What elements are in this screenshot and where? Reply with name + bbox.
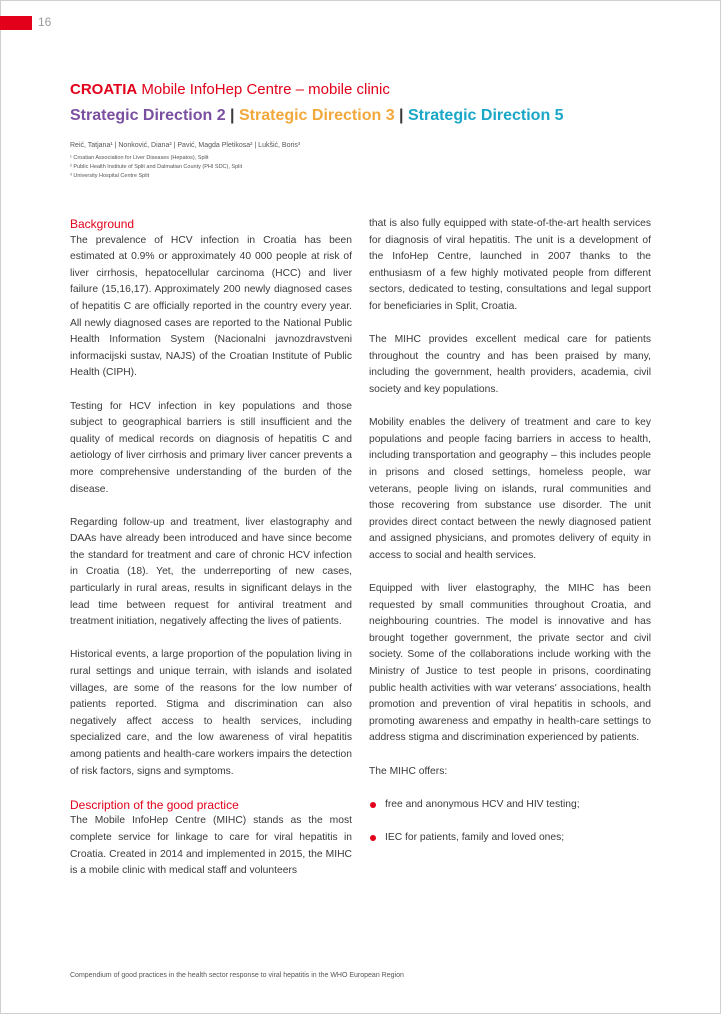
background-paragraph: Testing for HCV infection in key populations and those subject to geographical barriers is still insufficient and the quality of medical records on diagnosis of hepatitis C and aetiology of liver cirrhosis and primary liver cancer prevents a more comprehensive understanding of the burden of the disease. [70, 400, 352, 495]
right-column [369, 216, 651, 863]
strategic-direction-3: Strategic Direction 3 [238, 107, 395, 124]
left-column [70, 216, 352, 896]
affiliation: ² Public Health Institute of Split and Dalmatian County (PHI SDC), Split [70, 164, 243, 170]
authors: Reić, Tatjana¹ | Nonković, Diana² | Pavić, Magda Pletikosa² | Lukšić, Boris³ [70, 142, 301, 149]
page-number: 16 [38, 15, 52, 29]
page-marker-tab [0, 16, 32, 30]
title-country: CROATIA [70, 81, 138, 98]
background-paragraph: The prevalence of HCV infection in Croatia has been estimated at 0.9% or approximately 40 000 people at risk of liver cirrhosis, hepatocellular carcinoma (HCC) and liver failure (15,16,17). Approximately 200 newly diagnosed cases of hepatitis C are officially reported in the country every year. All newly diagnosed cases are reported to the National Public Health Information System (Nacionalni javnozdravstveni informacijski sustav, NAJS) of the Croatian Institute of Public Health (CIPH). [70, 234, 352, 379]
background-paragraph: Regarding follow-up and treatment, liver elastography and DAAs have already been introduced and have since become the standard for treatment and care of chronic HCV infection in Croatia (18). Yet, the underreporting of new cases, particularly in rural areas, results in significant delays in the lead time between request for antiviral treatment and treatment initiation, negatively affecting the lives of patients. [70, 516, 352, 628]
background-paragraph: Historical events, a large proportion of the population living in rural settings and unique terrain, with islands and isolated villages, are some of the reasons for the low number of patients reported. Stigma and discrimination can also negatively affect access to health services, including specialized care, and the low awareness of viral hepatitis among patients and health-care workers impairs the detection of risk factors, signs and symptoms. [70, 649, 352, 777]
list-item [369, 830, 651, 847]
practice-paragraph: The Mobile InfoHep Centre (MIHC) stands as the most complete service for linkage to care for viral hepatitis in Croatia. Created in 2014 and implemented in 2015, the MIHC is a mobile clinic with medical staff and volunteers [70, 815, 352, 877]
body-paragraph: that is also fully equipped with state-of-the-art health services for diagnosis of viral hepatitis. The unit is a development of the InfoHep Centre, launched in 2007 thanks to the enthusiasm of a few highly motivated people from different sectors, dedicated to testing, consultations and legal support for beneficiaries in Split, Croatia. [369, 218, 651, 312]
body-paragraph: Equipped with liver elastography, the MIHC has been requested by small communities throughout Croatia, and neighbouring countries. The model is innovative and has brought together government, the private sector and civil society. Some of the collaborations include working with the Ministry of Justice to test people in prisons, coordinating public health activities with war veterans' associations, health promotion and prevention of viral hepatitis in schools, and promoting awareness and empathy in health-care settings to address stigma and discrimination experienced by patients. [369, 583, 651, 744]
list-item-text: free and anonymous HCV and HIV testing; [385, 798, 580, 810]
footer-text: Compendium of good practices in the health sector response to viral hepatitis in the WHO European Region [70, 972, 404, 979]
practice-heading: Description of the good practice [70, 797, 239, 812]
direction-separator: | [394, 107, 408, 124]
direction-separator: | [225, 107, 239, 124]
affiliation: ¹ Croatian Association for Liver Diseases (Hepatos), Split [70, 155, 209, 161]
list-item-text: IEC for patients, family and loved ones; [385, 831, 565, 843]
title-rest: Mobile InfoHep Centre – mobile clinic [137, 81, 390, 98]
strategic-direction-5: Strategic Direction 5 [407, 107, 564, 124]
offers-intro: The MIHC offers: [369, 765, 448, 777]
affiliation: ³ University Hospital Centre Split [70, 173, 150, 179]
body-paragraph: Mobility enables the delivery of treatment and care to key populations and people facing barriers in access to health, including transportation and geography – this includes people in prisons and closed settings, homeless people, war veterans, people living on islands, rural communities and those recovering from substance use disorder. The unit provides direct contact between the newly diagnosed patient and assigned physicians, and promotes delivery of equity in access to social and health services. [369, 417, 651, 561]
list-item [369, 797, 651, 814]
page-title [70, 81, 390, 98]
affiliations [70, 154, 242, 181]
strategic-directions [70, 107, 564, 125]
strategic-direction-2: Strategic Direction 2 [70, 107, 226, 124]
offers-list [369, 797, 651, 847]
background-heading: Background [70, 217, 135, 231]
bullet-icon [370, 835, 376, 841]
bullet-icon [370, 802, 376, 808]
body-paragraph: The MIHC provides excellent medical care for patients throughout the country and has been praised by many, including the government, health providers, academia, civil society and key populations. [369, 334, 651, 395]
